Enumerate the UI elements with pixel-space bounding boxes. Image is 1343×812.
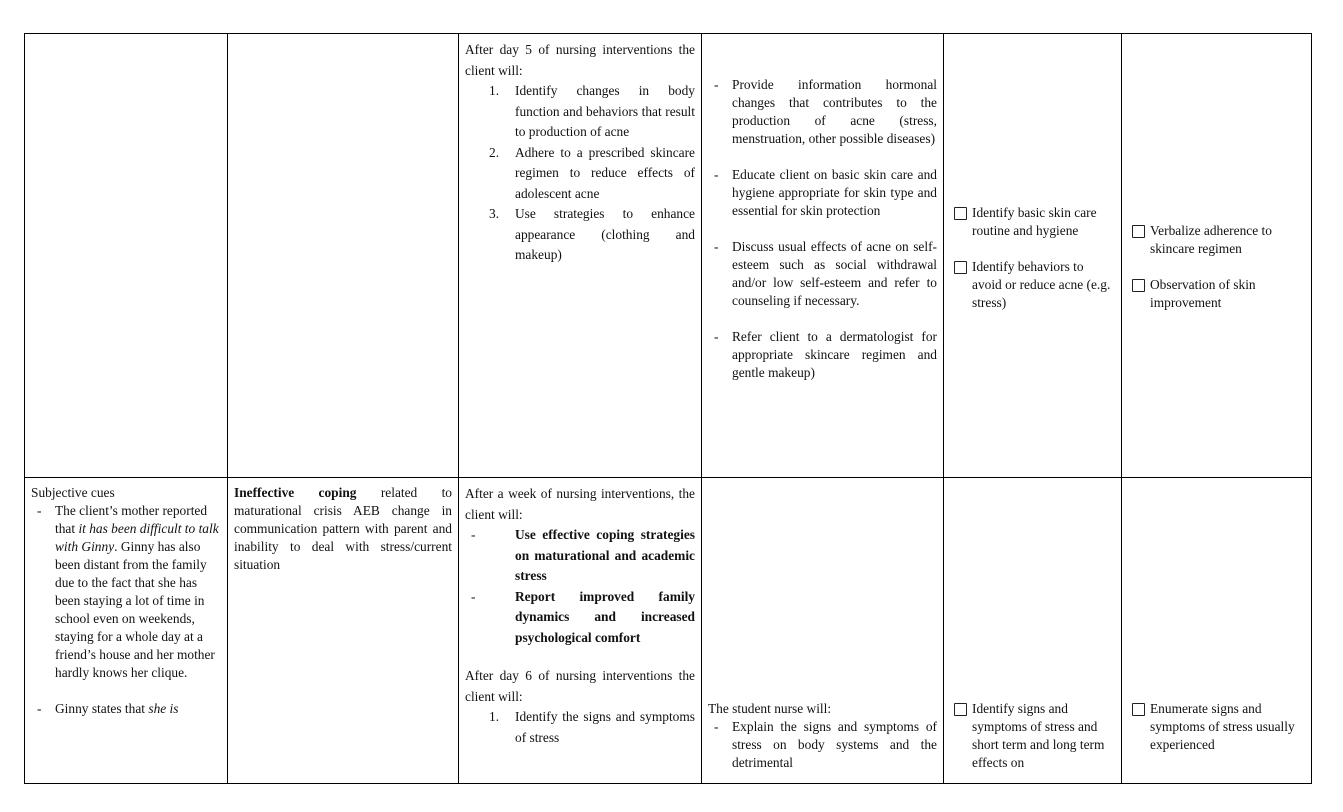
objective-item: 3. Use strategies to enhance appearance (clothing and makeup) [489, 206, 695, 262]
evaluation-cell [1122, 34, 1312, 478]
checkbox-icon[interactable] [954, 703, 967, 716]
intervention-item: - Provide information hormonal changes that contributes to the production of acne (stress, menstruation, other possible diseases) [708, 76, 937, 148]
interventions-cell [702, 478, 944, 784]
objectives-cell [459, 34, 702, 478]
intervention-item: - Explain the signs and symptoms of stress on body systems and the detrimental [708, 718, 937, 772]
objectives-intro: After a week of nursing interventions, the client will: [465, 486, 695, 522]
intervention-item: - Educate client on basic skin care and hygiene appropriate for skin type and essential for skin protection [708, 166, 937, 220]
objectives-intro: After day 5 of nursing interventions the client will: [465, 42, 695, 78]
goal-item: - Use effective coping strategies on maturational and academic stress [465, 525, 695, 587]
objective-item: 2. Adhere to a prescribed skincare regimen to reduce effects of adolescent acne [489, 144, 695, 201]
goal-item: - Report improved family dynamics and increased psychological comfort [465, 587, 695, 649]
checklist-item: Identify signs and symptoms of stress and short term and long term effects on [950, 700, 1115, 772]
evaluation-cell [1122, 478, 1312, 784]
care-plan-row-acne [25, 34, 1312, 478]
cues-heading: Subjective cues [31, 485, 115, 500]
checkbox-icon[interactable] [954, 261, 967, 274]
diagnosis-cell-empty [228, 34, 459, 478]
diagnosis-cell [228, 478, 459, 784]
objectives-cell [459, 478, 702, 784]
checkbox-icon[interactable] [954, 207, 967, 220]
diagnosis-text: Ineffective coping related to maturational crisis AEB change in communication pattern with parent and inability to deal with stress/current situation [234, 485, 452, 572]
cue-item: - Ginny states that she is [31, 700, 221, 718]
checklist-item: Enumerate signs and symptoms of stress usually experienced [1128, 700, 1305, 754]
cue-item: - The client’s mother reported that it has been difficult to talk with Ginny. Ginny has also been distant from the family due to the fact that she has been staying a lot of time in school even on weekends, staying for a whole day at a friend’s house and her mother hardly knows her clique. [31, 502, 221, 682]
interventions-intro: The student nurse will: [708, 701, 832, 716]
objective-item: 1. Identify the signs and symptoms of stress [489, 709, 695, 745]
intervention-item: - Discuss usual effects of acne on self-esteem such as social withdrawal and/or low self-esteem and refer to counseling if necessary. [708, 238, 937, 310]
checklist-item: Identify basic skin care routine and hygiene [950, 204, 1115, 240]
checkbox-icon[interactable] [1132, 703, 1145, 716]
objective-item: 1. Identify changes in body function and behaviors that result to production of acne [489, 83, 695, 139]
criteria-cell [944, 34, 1122, 478]
checkbox-icon[interactable] [1132, 279, 1145, 292]
cues-cell-empty [25, 34, 228, 478]
objectives-intro: After day 6 of nursing interventions the client will: [465, 668, 695, 704]
cues-cell [25, 478, 228, 784]
checklist-item: Verbalize adherence to skincare regimen [1128, 222, 1305, 258]
nursing-care-plan-table [24, 33, 1312, 784]
checkbox-icon[interactable] [1132, 225, 1145, 238]
checklist-item: Observation of skin improvement [1128, 276, 1305, 312]
interventions-cell [702, 34, 944, 478]
criteria-cell [944, 478, 1122, 784]
care-plan-row-coping [25, 478, 1312, 784]
checklist-item: Identify behaviors to avoid or reduce acne (e.g. stress) [950, 258, 1115, 312]
intervention-item: - Refer client to a dermatologist for appropriate skincare regimen and gentle makeup) [708, 328, 937, 382]
